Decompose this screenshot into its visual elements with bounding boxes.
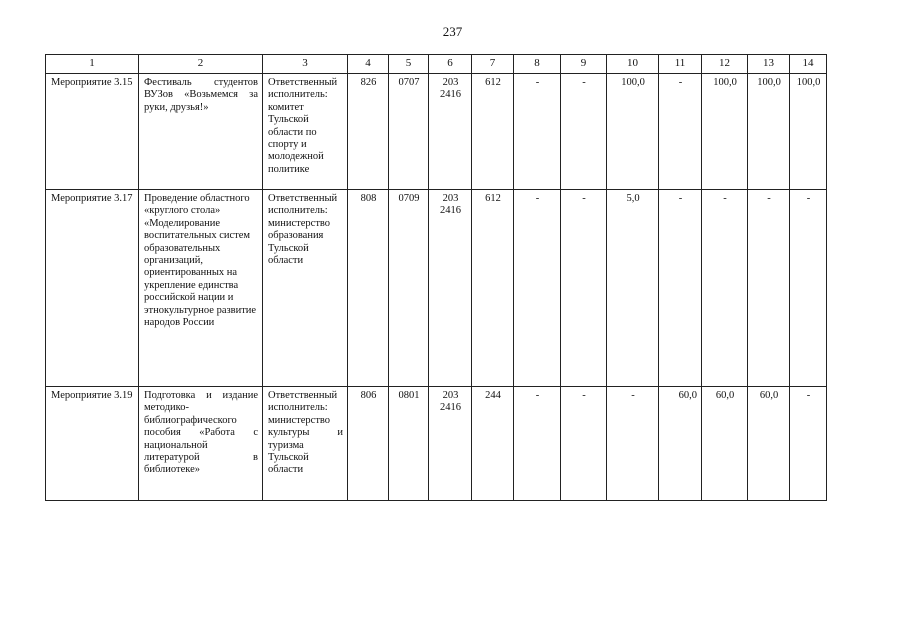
- value-cell-14: -: [790, 387, 827, 501]
- budget-table: [45, 54, 827, 501]
- header-cell-1: 1: [46, 55, 139, 74]
- value-cell-14: 100,0: [790, 74, 827, 190]
- grbs-cell: 806: [348, 387, 389, 501]
- value-cell-11: 60,0: [659, 387, 702, 501]
- header-cell-3: 3: [263, 55, 348, 74]
- measure-cell: Мероприятие 3.15: [46, 74, 139, 190]
- header-cell-4: 4: [348, 55, 389, 74]
- value-cell-8: -: [514, 387, 561, 501]
- grbs-cell: 808: [348, 190, 389, 387]
- value-cell-13: 100,0: [748, 74, 790, 190]
- csr-cell: 203 2416: [429, 74, 472, 190]
- vr-cell: 612: [472, 190, 514, 387]
- measure-cell: Мероприятие 3.17: [46, 190, 139, 387]
- value-cell-9: -: [561, 387, 607, 501]
- measure-name-cell: Проведение областного «круглого стола» «Моделирование воспитательных систем образовательных организаций, ориентированных на укрепление единства российской нации и этнокультурное развитие народов России: [139, 190, 263, 387]
- csr-cell: 203 2416: [429, 190, 472, 387]
- measure-cell: Мероприятие 3.19: [46, 387, 139, 501]
- header-cell-14: 14: [790, 55, 827, 74]
- header-cell-12: 12: [702, 55, 748, 74]
- header-cell-8: 8: [514, 55, 561, 74]
- value-cell-9: -: [561, 74, 607, 190]
- executor-cell: Ответственный исполнитель: министерство культуры и туризма Тульской области: [263, 387, 348, 501]
- header-cell-5: 5: [389, 55, 429, 74]
- header-cell-2: 2: [139, 55, 263, 74]
- value-cell-13: 60,0: [748, 387, 790, 501]
- value-cell-10: -: [607, 387, 659, 501]
- header-cell-10: 10: [607, 55, 659, 74]
- executor-cell: Ответственный исполнитель: комитет Тульской области по спорту и молодежной политике: [263, 74, 348, 190]
- measure-name-cell: Фестиваль студентов ВУЗов «Возьмемся за руки, друзья!»: [139, 74, 263, 190]
- value-cell-12: 60,0: [702, 387, 748, 501]
- header-cell-11: 11: [659, 55, 702, 74]
- value-cell-8: -: [514, 190, 561, 387]
- table-row: [46, 74, 827, 190]
- executor-cell: Ответственный исполнитель: министерство образования Тульской области: [263, 190, 348, 387]
- value-cell-11: -: [659, 74, 702, 190]
- page-number: 237: [442, 24, 463, 39]
- csr-cell: 203 2416: [429, 387, 472, 501]
- measure-name-cell: Подготовка и издание методико-библиографического пособия «Работа с национальной литературой в библиотеке»: [139, 387, 263, 501]
- table-row: [46, 190, 827, 387]
- rzpr-cell: 0709: [389, 190, 429, 387]
- header-cell-13: 13: [748, 55, 790, 74]
- rzpr-cell: 0801: [389, 387, 429, 501]
- value-cell-11: -: [659, 190, 702, 387]
- value-cell-9: -: [561, 190, 607, 387]
- header-cell-7: 7: [472, 55, 514, 74]
- vr-cell: 612: [472, 74, 514, 190]
- value-cell-14: -: [790, 190, 827, 387]
- table-row: [46, 387, 827, 501]
- header-cell-9: 9: [561, 55, 607, 74]
- value-cell-12: 100,0: [702, 74, 748, 190]
- value-cell-10: 100,0: [607, 74, 659, 190]
- vr-cell: 244: [472, 387, 514, 501]
- grbs-cell: 826: [348, 74, 389, 190]
- value-cell-12: -: [702, 190, 748, 387]
- header-cell-6: 6: [429, 55, 472, 74]
- value-cell-13: -: [748, 190, 790, 387]
- value-cell-10: 5,0: [607, 190, 659, 387]
- header-row: [46, 55, 827, 74]
- rzpr-cell: 0707: [389, 74, 429, 190]
- value-cell-8: -: [514, 74, 561, 190]
